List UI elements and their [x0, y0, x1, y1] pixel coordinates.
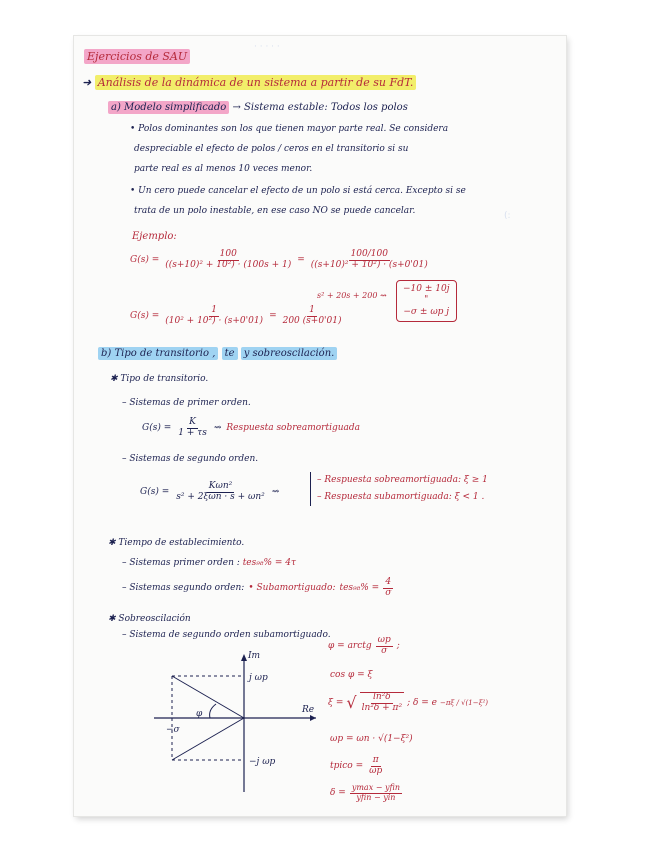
delta2-numerator: ymax − yfin: [351, 783, 401, 792]
t-segundo-label: – Sistemas segundo orden:: [122, 583, 245, 594]
phi-equation: [328, 636, 400, 657]
t-primer-label: – Sistemas primer orden :: [122, 558, 240, 568]
tpico-lhs: tpico =: [330, 761, 364, 772]
g2-equation: [140, 482, 279, 503]
plot-sigma-label: −σ: [166, 725, 180, 735]
poles-box-mark: ": [424, 295, 429, 306]
bleed-through-text: (:: [504, 211, 511, 221]
eq2-numerator2: 1: [309, 305, 315, 315]
sqrt-icon: √: [346, 693, 357, 713]
sobre-title: ✱ Sobreoscilación: [108, 614, 191, 624]
wp-equation: ωp = ωn · √(1−ξ²): [330, 734, 413, 744]
bullet2-line1: • Un cero puede cancelar el efecto de un polo si está cerca. Excepto si se: [130, 186, 466, 196]
eq2-equals: =: [269, 311, 277, 322]
poles-box: [396, 280, 457, 322]
g1-fraction: [176, 418, 209, 439]
tpico-equation: [330, 756, 384, 777]
imag-axis-arrow-icon: [241, 654, 247, 661]
delta2-lhs: δ =: [330, 788, 346, 799]
xi-equation: [328, 692, 488, 714]
squiggle-arrow-icon: ⇝: [380, 291, 387, 300]
cos-equation: cos φ = ξ: [330, 670, 373, 680]
t-primer-equation: tes₉₈% = 4τ: [242, 558, 296, 568]
bullet1-line1: • Polos dominantes son los que tienen mayor parte real. Se considera: [130, 124, 449, 134]
example-label: Ejemplo:: [132, 231, 177, 242]
plot-im-label: Im: [248, 651, 261, 661]
eq1-quadratic: [317, 291, 387, 300]
response-types: [310, 472, 488, 506]
plot-jwp-label: j ωp: [249, 673, 268, 683]
g1-lhs: G(s) =: [142, 423, 172, 434]
eq2-denominator2: 200 (s+0'01): [282, 315, 342, 326]
pole-vector-upper: [172, 676, 244, 718]
tpico-denominator: ωp: [369, 765, 383, 776]
eq1-equals: =: [297, 255, 305, 266]
g1-denominator: 1 + τs: [178, 427, 207, 438]
eq2-fraction: [163, 306, 265, 327]
pole-vector-lower: [172, 718, 244, 760]
example-eq1: [130, 250, 430, 271]
phi-denominator: σ: [381, 645, 388, 656]
t-segundo-fraction: [383, 578, 393, 599]
segundo-orden-label: – Sistemas de segundo orden.: [122, 454, 259, 464]
g1-response: Respuesta sobreamortiguada: [226, 423, 361, 434]
xi-denominator: ln²δ + π²: [361, 702, 403, 713]
plot-phi-label: φ: [196, 709, 203, 719]
xi-fraction: [360, 692, 405, 714]
eq1-denominator: ((s+10)² + 10²) · (100s + 1): [165, 259, 292, 270]
g2-fraction: [174, 482, 267, 503]
phi-fraction: [376, 636, 393, 657]
t-segundo-numerator: 4: [385, 577, 392, 587]
phi-numerator: ωp: [377, 635, 391, 645]
arrow-icon: ➜: [82, 76, 92, 89]
page-title: Ejercicios de SAU: [84, 50, 190, 63]
eq1-numerator: 100: [219, 249, 237, 259]
squiggle-arrow-icon: ⇝: [213, 423, 222, 434]
plot-re-label: Re: [302, 705, 315, 715]
eq1-quadratic-text: s² + 20s + 200: [317, 291, 378, 300]
section-b-heading: [98, 348, 337, 359]
delta2-equation: [330, 784, 402, 803]
phi-lhs: φ = arctg: [328, 641, 372, 652]
section-b-heading-te: te: [222, 347, 238, 360]
real-axis-arrow-icon: [310, 715, 316, 721]
g2-lhs: G(s) =: [140, 487, 170, 498]
t-segundo-equation: tes₉₈% =: [339, 583, 380, 594]
g2-numerator: Kωn²: [208, 481, 233, 491]
eq1-lhs: G(s) =: [130, 255, 160, 266]
tpico-fraction: [367, 756, 384, 777]
angle-arc: [210, 704, 216, 718]
subtitle: Análisis de la dinámica de un sistema a partir de su FdT.: [95, 75, 417, 90]
section-a-heading: a) Modelo simplificado: [108, 101, 229, 114]
t-segundo-type: • Subamortiguado:: [248, 583, 336, 594]
eq1-denominator2: ((s+10)² + 10²) · (s+0'01): [310, 259, 428, 270]
bullet1-line3: parte real es al menos 10 veces menor.: [134, 164, 313, 174]
pole-diagram: [144, 646, 324, 796]
section-a-heading-row: [108, 102, 408, 113]
bleed-through-text: · · · · ·: [254, 42, 280, 52]
bullet1-line2: despreciable el efecto de polos / ceros en el transitorio si su: [134, 144, 409, 154]
subtitle-row: [82, 76, 416, 89]
t-primer-row: [122, 558, 296, 568]
notebook-page: [74, 36, 566, 816]
response-overdamped: – Respuesta sobreamortiguada: ξ ≥ 1: [317, 475, 488, 485]
section-b-heading-post: y sobreoscilación.: [241, 347, 338, 360]
section-b-heading-pre: b) Tipo de transitorio ,: [98, 347, 218, 360]
example-eq2: [130, 306, 343, 327]
eq2-numerator: 1: [211, 305, 218, 315]
g1-numerator: K: [189, 417, 196, 427]
tiempo-title: ✱ Tiempo de establecimiento.: [108, 538, 245, 548]
eq1-fraction: [163, 250, 293, 271]
squiggle-arrow-icon: ⇝: [271, 487, 280, 498]
eq1-fraction2: [309, 250, 430, 271]
primer-orden-label: – Sistemas de primer orden.: [122, 398, 251, 408]
delta-lhs: ; δ = e: [407, 697, 437, 708]
tipo-title: ✱ Tipo de transitorio.: [110, 374, 209, 384]
bullet2-line2: trata de un polo inestable, en ese caso NO se puede cancelar.: [134, 206, 416, 216]
xi-numerator: ln²δ: [372, 692, 391, 702]
eq2-lhs: G(s) =: [130, 311, 160, 322]
sobre-subtitle: – Sistema de segundo orden subamortiguado.: [122, 630, 331, 640]
g2-denominator: s² + 2ξωn · s + ωn²: [176, 491, 265, 502]
response-underdamped: – Respuesta subamortiguada: ξ < 1 .: [317, 492, 485, 503]
tpico-numerator: π: [372, 755, 379, 765]
delta-exponent: −πξ / √(1−ξ²): [439, 698, 489, 707]
phi-tail: ;: [396, 641, 400, 652]
delta2-denominator: yfin − yin: [356, 792, 396, 802]
g1-equation: [142, 418, 360, 439]
section-a-note: → Sistema estable: Todos los polos: [232, 102, 408, 113]
t-segundo-row: [122, 578, 393, 599]
delta2-fraction: [350, 784, 402, 803]
t-segundo-denominator: σ: [385, 587, 392, 598]
poles-box-line1: −10 ± 10j: [403, 284, 450, 294]
eq2-fraction2: [281, 306, 344, 327]
eq2-denominator: (10² + 10²) · (s+0'01): [165, 315, 264, 326]
xi-lhs: ξ =: [328, 697, 344, 708]
eq1-numerator2: 100/100: [350, 249, 388, 259]
plot-negjwp-label: −j ωp: [249, 757, 276, 767]
poles-box-line2: −σ ± ωp j: [403, 306, 450, 317]
